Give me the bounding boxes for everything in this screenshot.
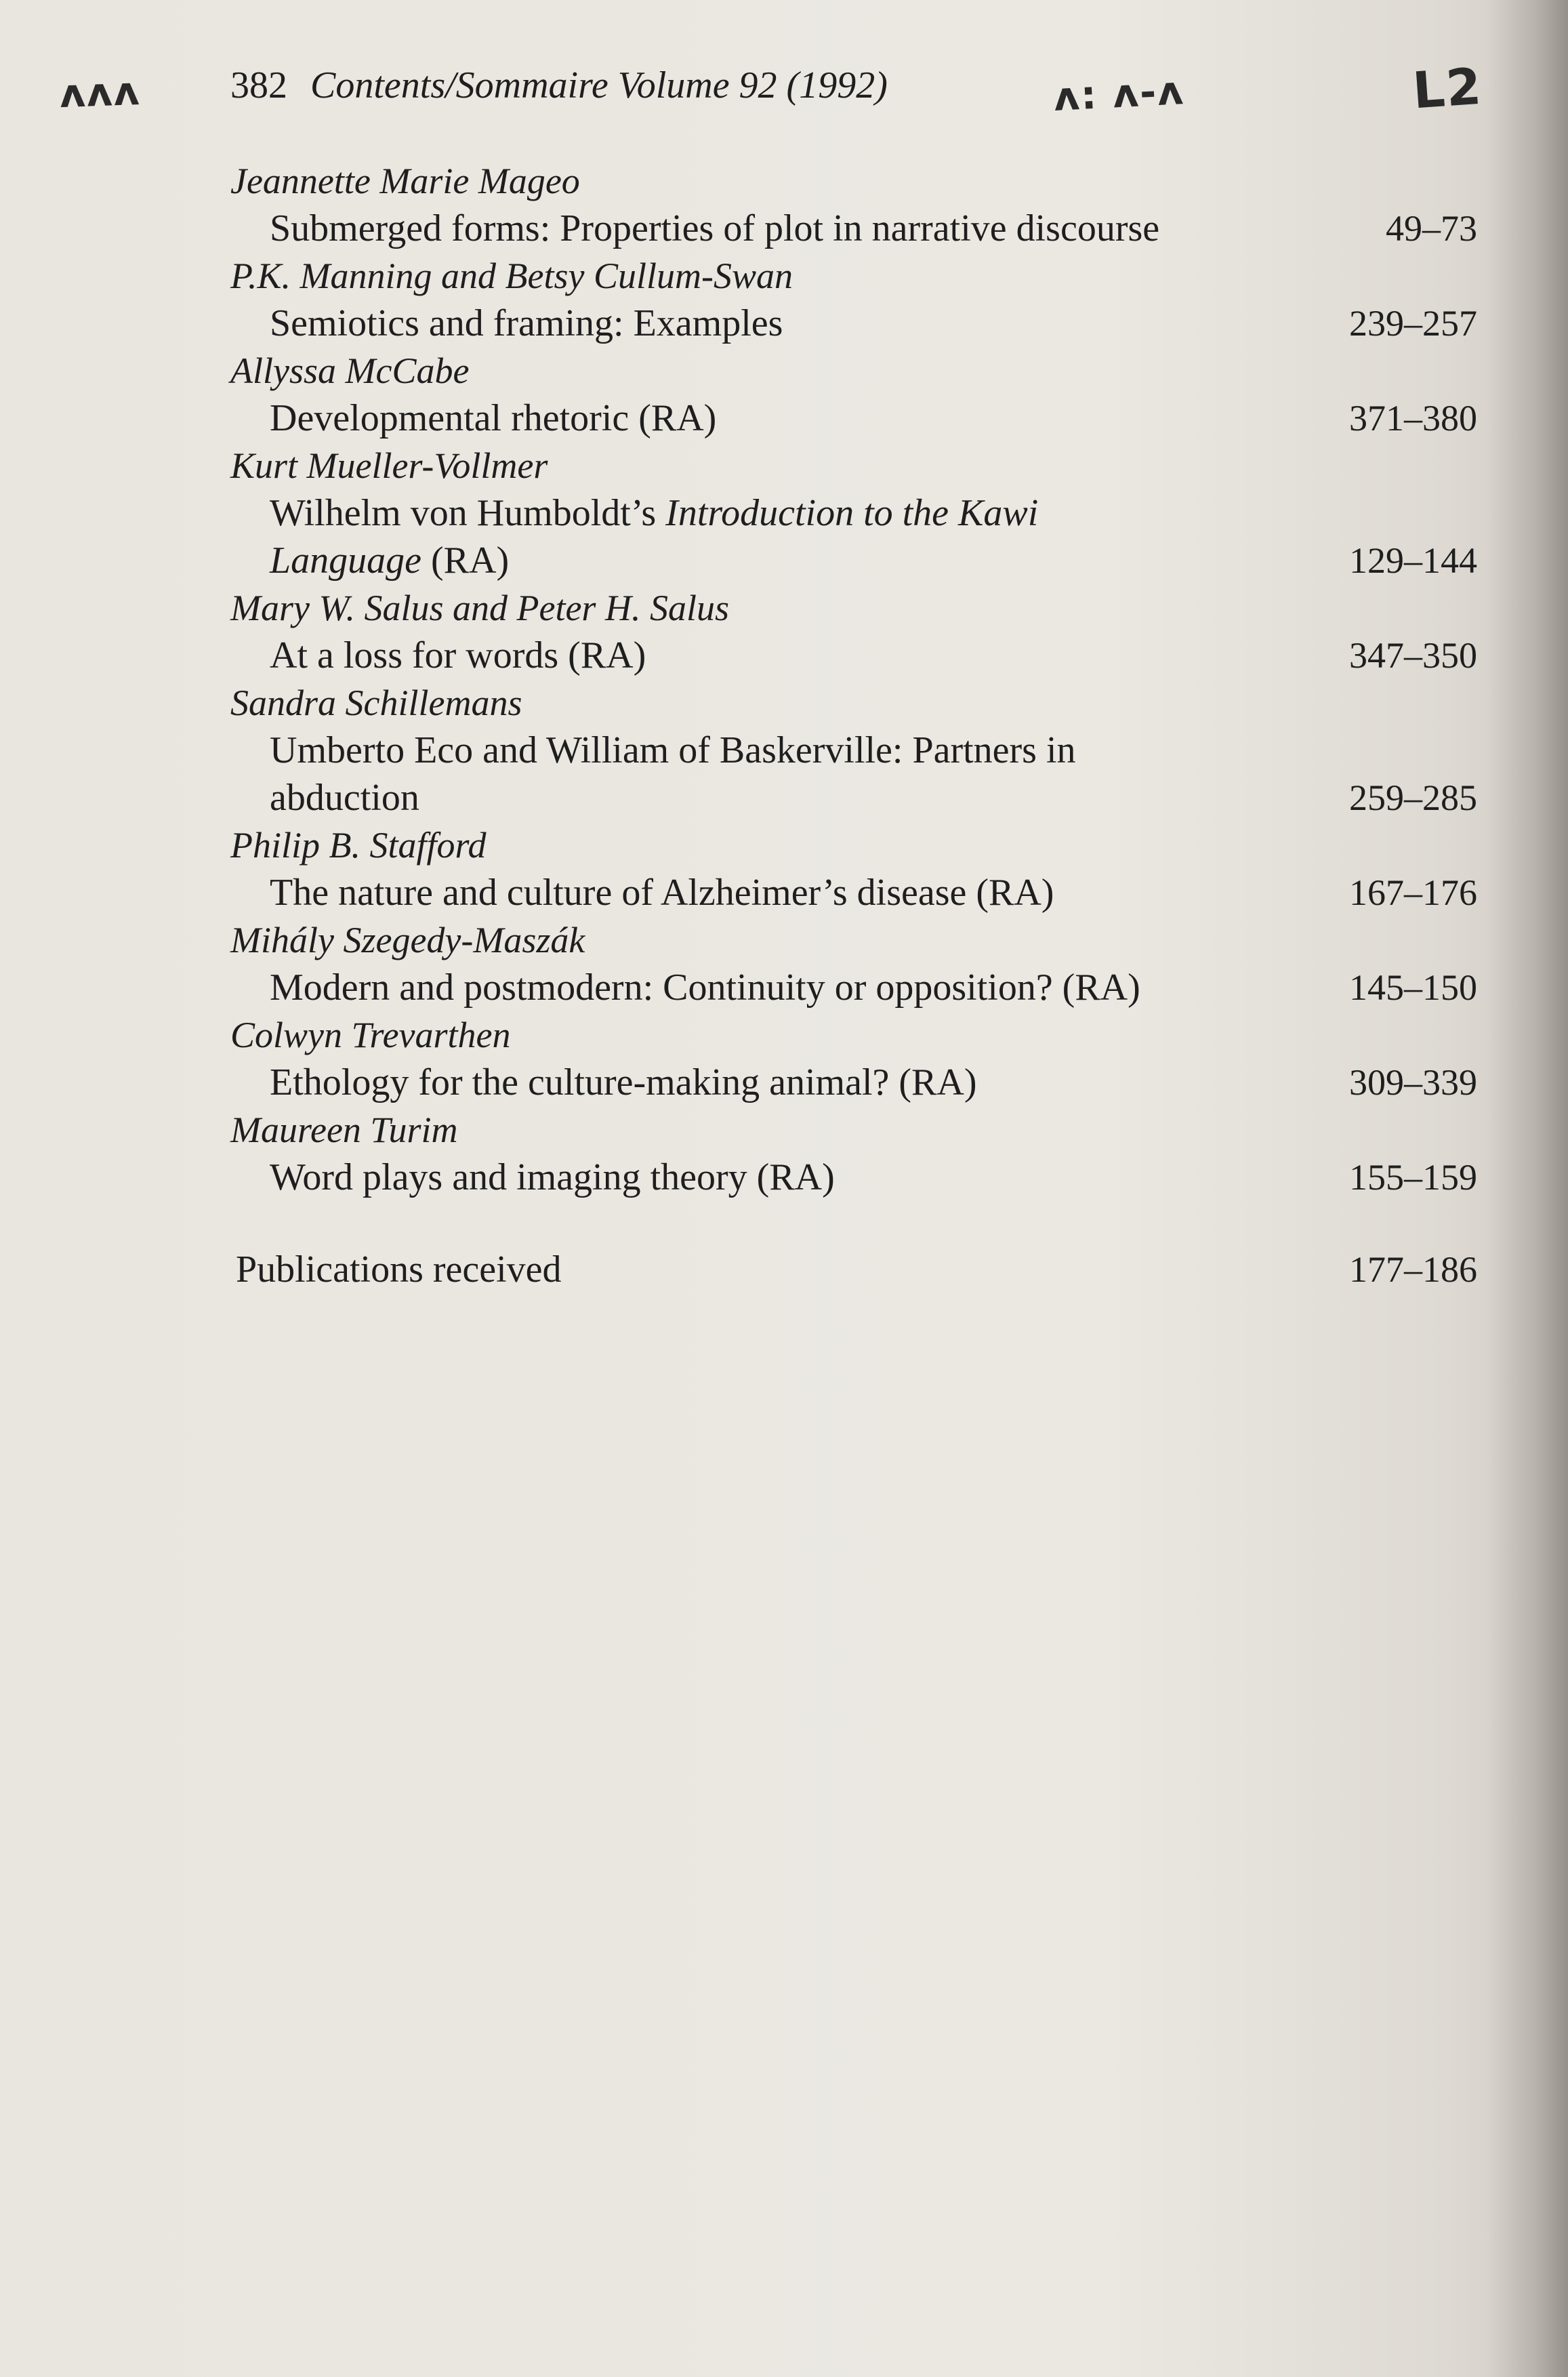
publications-received-entry: [230, 1246, 1477, 1293]
entry-title-text: Submerged forms: Properties of plot in narrative discourse: [270, 207, 1160, 249]
entry-title-italic: Introduction to the Kawi: [665, 492, 1039, 534]
entry-title-text: At a loss for words (RA): [270, 634, 646, 676]
toc-entry: [230, 252, 1477, 347]
entry-title-text: abduction: [270, 777, 419, 819]
handwritten-mark-left: ᴧᴧᴧ: [58, 67, 142, 117]
entry-pages: 49–73: [1386, 208, 1477, 249]
entry-pages: 167–176: [1349, 872, 1477, 913]
entry-pages: 155–159: [1349, 1157, 1477, 1198]
entry-title-italic: Language: [270, 540, 421, 582]
publications-label: Publications received: [236, 1248, 562, 1291]
entry-title: [230, 205, 1477, 252]
entry-author: Colwyn Trevarthen: [230, 1015, 511, 1055]
entry-author: Maureen Turim: [230, 1110, 458, 1150]
page-number: 382: [230, 64, 287, 106]
entry-pages: 309–339: [1349, 1062, 1477, 1103]
entry-title: [230, 1154, 1477, 1201]
handwritten-mark-right: L2: [1411, 57, 1485, 121]
entry-author: Kurt Mueller-Vollmer: [230, 445, 548, 486]
entry-author: P.K. Manning and Betsy Cullum-Swan: [230, 256, 793, 296]
entry-title-text: (RA): [431, 540, 510, 582]
running-title: Contents/Sommaire Volume 92 (1992): [310, 64, 888, 106]
entry-title-text: Wilhelm von Humboldt’s: [270, 492, 657, 534]
toc-entry: [230, 1011, 1477, 1106]
entry-title: [230, 300, 1477, 347]
entry-pages: 347–350: [1349, 635, 1477, 676]
entry-author: Mihály Szegedy-Maszák: [230, 920, 585, 960]
entry-author: Mary W. Salus and Peter H. Salus: [230, 588, 729, 628]
entry-pages: 145–150: [1349, 967, 1477, 1008]
entry-author: Philip B. Stafford: [230, 825, 487, 866]
toc-entry: [230, 584, 1477, 679]
entry-title-text: Ethology for the culture-making animal? (RA): [270, 1061, 977, 1103]
page-header: [0, 54, 1568, 129]
entry-pages: 129–144: [1349, 540, 1477, 581]
entry-pages: 259–285: [1349, 777, 1477, 818]
entry-title: [230, 869, 1477, 916]
section-gap: [230, 1201, 1477, 1246]
entry-author: Jeannette Marie Mageo: [230, 161, 580, 201]
entry-author: Sandra Schillemans: [230, 683, 522, 723]
toc-entry: [230, 442, 1477, 584]
contents-list: [230, 157, 1477, 1293]
entry-title-text: Word plays and imaging theory (RA): [270, 1156, 835, 1198]
toc-entry: [230, 1106, 1477, 1201]
entry-title: [230, 727, 1477, 821]
entry-pages: 371–380: [1349, 398, 1477, 439]
toc-entry: [230, 916, 1477, 1011]
toc-entry: [230, 679, 1477, 821]
toc-entry: [230, 157, 1477, 252]
entry-title: [230, 632, 1477, 679]
entry-title-text: Semiotics and framing: Examples: [270, 302, 783, 344]
entry-title-text: Developmental rhetoric (RA): [270, 397, 717, 439]
handwritten-mark-mid: ᴧ: ᴧ-ᴧ: [1052, 66, 1186, 121]
spine-shadow: [1487, 0, 1568, 2377]
entry-pages: 239–257: [1349, 303, 1477, 344]
toc-entry: [230, 821, 1477, 916]
entry-title: [230, 394, 1477, 442]
running-head: [230, 64, 888, 107]
entry-title-text: Modern and postmodern: Continuity or opposition? (RA): [270, 967, 1140, 1009]
entry-author: Allyssa McCabe: [230, 350, 470, 391]
publications-pages: 177–186: [1349, 1249, 1477, 1290]
entry-title: [230, 1059, 1477, 1106]
entry-title: [230, 489, 1477, 584]
entry-title-text: Umberto Eco and William of Baskerville: Partners in: [270, 729, 1076, 771]
entry-title-text: The nature and culture of Alzheimer’s disease (RA): [270, 872, 1054, 914]
entry-title: [230, 964, 1477, 1011]
toc-entry: [230, 347, 1477, 442]
